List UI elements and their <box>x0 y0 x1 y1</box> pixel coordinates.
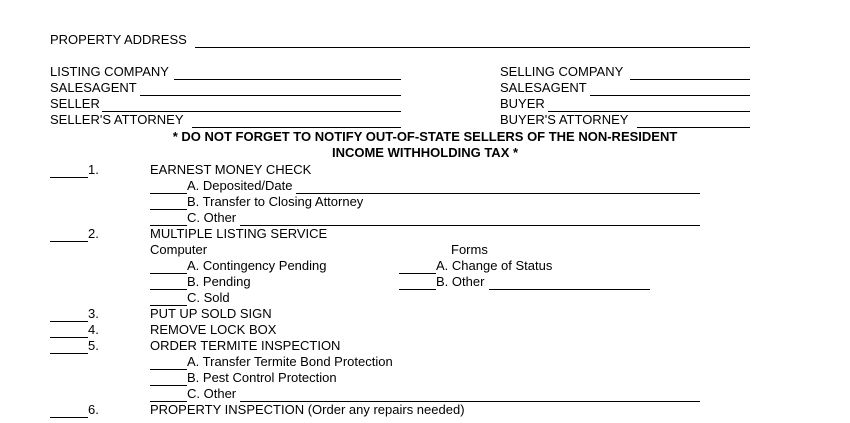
item-1a-date-field[interactable] <box>296 180 700 194</box>
item-5-number: 5. <box>88 338 99 353</box>
listing-company-label: LISTING COMPANY <box>50 64 169 79</box>
property-address-label: PROPERTY ADDRESS <box>50 32 187 47</box>
item-3-number: 3. <box>88 306 99 321</box>
selling-company-field[interactable] <box>630 66 750 80</box>
item-2-title: MULTIPLE LISTING SERVICE <box>150 226 328 241</box>
item-1-checkbox-line[interactable] <box>50 164 88 178</box>
buyer-field[interactable] <box>548 98 750 112</box>
notice-line-1: * DO NOT FORGET TO NOTIFY OUT-OF-STATE SELLERS OF THE NON-RESIDENT <box>172 129 678 144</box>
sellers-attorney-field[interactable] <box>192 114 401 128</box>
item-5c-label: C. Other <box>187 386 237 401</box>
selling-company-label: SELLING COMPANY <box>500 64 624 79</box>
item-5c-other-field[interactable] <box>240 388 700 402</box>
item-2-checkbox-line[interactable] <box>50 228 88 242</box>
selling-salesagent-label: SALESAGENT <box>500 80 587 95</box>
item-3-checkbox-line[interactable] <box>50 308 88 322</box>
item-2-forms-heading: Forms <box>451 242 488 257</box>
item-2-computer-a-label: A. Contingency Pending <box>187 258 327 273</box>
item-2-computer-heading: Computer <box>150 242 208 257</box>
item-2-computer-c-label: C. Sold <box>187 290 230 305</box>
item-2-forms-b-check-line[interactable] <box>399 276 436 290</box>
item-1c-check-line[interactable] <box>150 212 187 226</box>
item-1c-other-field[interactable] <box>240 212 700 226</box>
item-6-title: PROPERTY INSPECTION (Order any repairs needed) <box>150 402 465 417</box>
item-1-title: EARNEST MONEY CHECK <box>150 162 312 177</box>
selling-salesagent-field[interactable] <box>590 82 750 96</box>
buyers-attorney-field[interactable] <box>637 114 750 128</box>
item-1a-check-line[interactable] <box>150 180 187 194</box>
property-address-field[interactable] <box>195 34 750 48</box>
item-4-checkbox-line[interactable] <box>50 324 88 338</box>
item-2-forms-a-check-line[interactable] <box>399 260 436 274</box>
listing-salesagent-field[interactable] <box>140 82 401 96</box>
item-5c-check-line[interactable] <box>150 388 187 402</box>
item-2-forms-b-label: B. Other <box>436 274 485 289</box>
item-1b-label: B. Transfer to Closing Attorney <box>187 194 364 209</box>
notice-line-2: INCOME WITHHOLDING TAX * <box>331 145 519 160</box>
item-5b-label: B. Pest Control Protection <box>187 370 337 385</box>
sellers-attorney-label: SELLER'S ATTORNEY <box>50 112 184 127</box>
item-5b-check-line[interactable] <box>150 372 187 386</box>
item-5a-check-line[interactable] <box>150 356 187 370</box>
item-3-title: PUT UP SOLD SIGN <box>150 306 272 321</box>
item-2-forms-a-label: A. Change of Status <box>436 258 553 273</box>
item-1c-label: C. Other <box>187 210 237 225</box>
buyer-label: BUYER <box>500 96 545 111</box>
item-6-checkbox-line[interactable] <box>50 404 88 418</box>
item-2-number: 2. <box>88 226 99 241</box>
item-5-checkbox-line[interactable] <box>50 340 88 354</box>
item-4-number: 4. <box>88 322 99 337</box>
item-2-computer-b-label: B. Pending <box>187 274 251 289</box>
item-2-computer-a-check-line[interactable] <box>150 260 187 274</box>
item-5a-label: A. Transfer Termite Bond Protection <box>187 354 393 369</box>
buyers-attorney-label: BUYER'S ATTORNEY <box>500 112 629 127</box>
seller-label: SELLER <box>50 96 100 111</box>
item-2-forms-other-field[interactable] <box>489 276 650 290</box>
listing-company-field[interactable] <box>174 66 401 80</box>
listing-salesagent-label: SALESAGENT <box>50 80 137 95</box>
item-1-number: 1. <box>88 162 99 177</box>
item-6-number: 6. <box>88 402 99 417</box>
seller-field[interactable] <box>102 98 401 112</box>
item-1b-check-line[interactable] <box>150 196 187 210</box>
item-1a-label: A. Deposited/Date <box>187 178 293 193</box>
item-4-title: REMOVE LOCK BOX <box>150 322 277 337</box>
item-2-computer-c-check-line[interactable] <box>150 292 187 306</box>
item-5-title: ORDER TERMITE INSPECTION <box>150 338 341 353</box>
item-2-computer-b-check-line[interactable] <box>150 276 187 290</box>
